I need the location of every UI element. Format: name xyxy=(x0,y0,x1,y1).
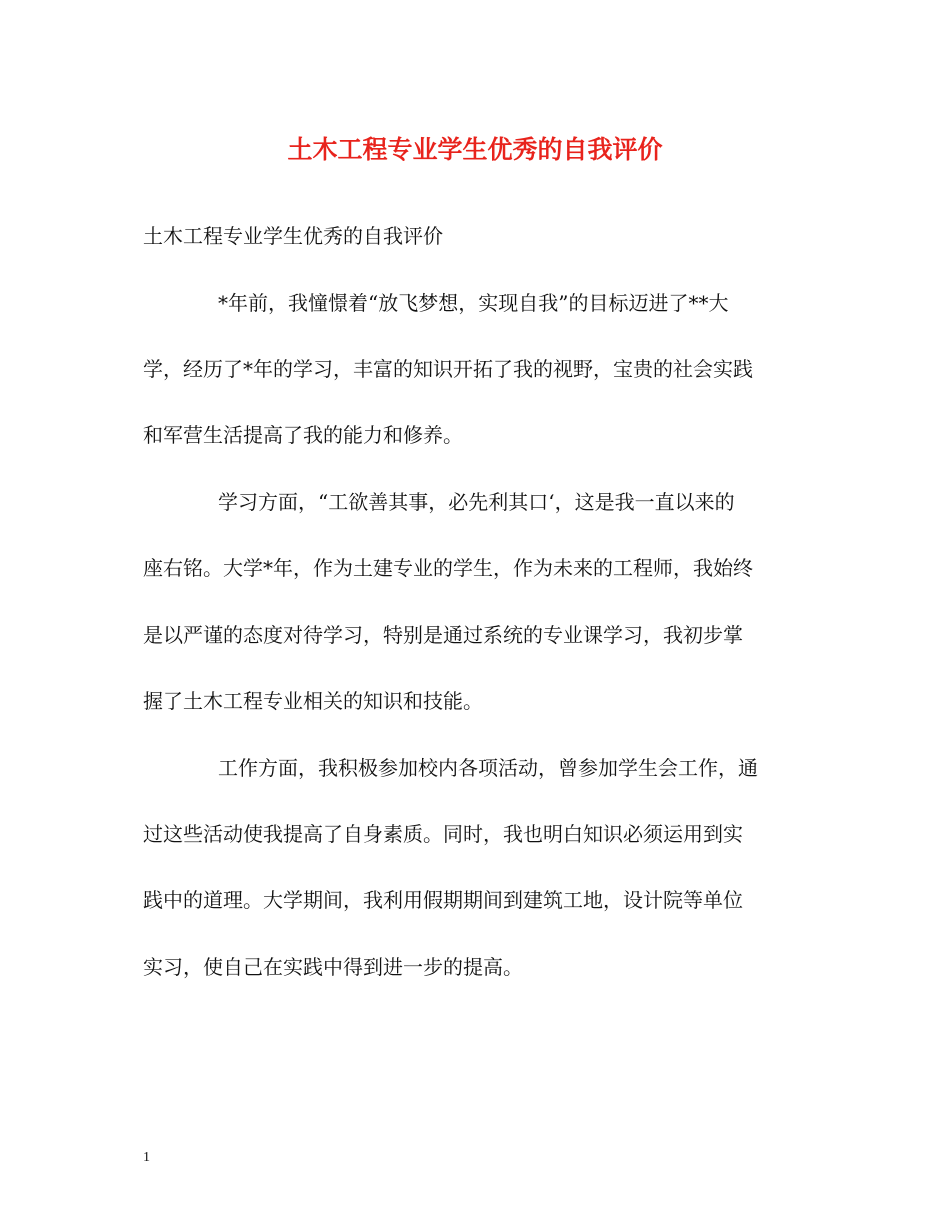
paragraph-line: 过这些活动使我提高了自身素质。同时，我也明白知识必须运用到实 xyxy=(143,822,743,846)
document-title: 土木工程专业学生优秀的自我评价 xyxy=(287,135,663,164)
paragraph-line: *年前，我憧憬着“放飞梦想，实现自我”的目标迈进了**大 xyxy=(218,291,729,315)
paragraph-line: 握了土木工程专业相关的知识和技能。 xyxy=(143,689,483,713)
paragraph-line: 学习方面，“工欲善其事，必先利其口‘，这是我一直以来的 xyxy=(218,490,735,514)
paragraph-line: 是以严谨的态度对待学习，特别是通过系统的专业课学习，我初步掌 xyxy=(143,623,743,647)
paragraph-line: 和军营生活提高了我的能力和修养。 xyxy=(143,423,463,447)
document-subtitle: 土木工程专业学生优秀的自我评价 xyxy=(143,224,443,248)
paragraph-line: 座右铭。大学*年，作为土建专业的学生，作为未来的工程师，我始终 xyxy=(143,556,753,580)
paragraph-line: 践中的道理。大学期间，我利用假期期间到建筑工地，设计院等单位 xyxy=(143,888,743,912)
page-number: 1 xyxy=(143,1150,150,1165)
paragraph-line: 工作方面，我积极参加校内各项活动，曾参加学生会工作，通 xyxy=(218,756,758,780)
paragraph-line: 学，经历了*年的学习，丰富的知识开拓了我的视野，宝贵的社会实践 xyxy=(143,357,753,381)
paragraph-line: 实习，使自己在实践中得到进一步的提高。 xyxy=(143,955,523,979)
